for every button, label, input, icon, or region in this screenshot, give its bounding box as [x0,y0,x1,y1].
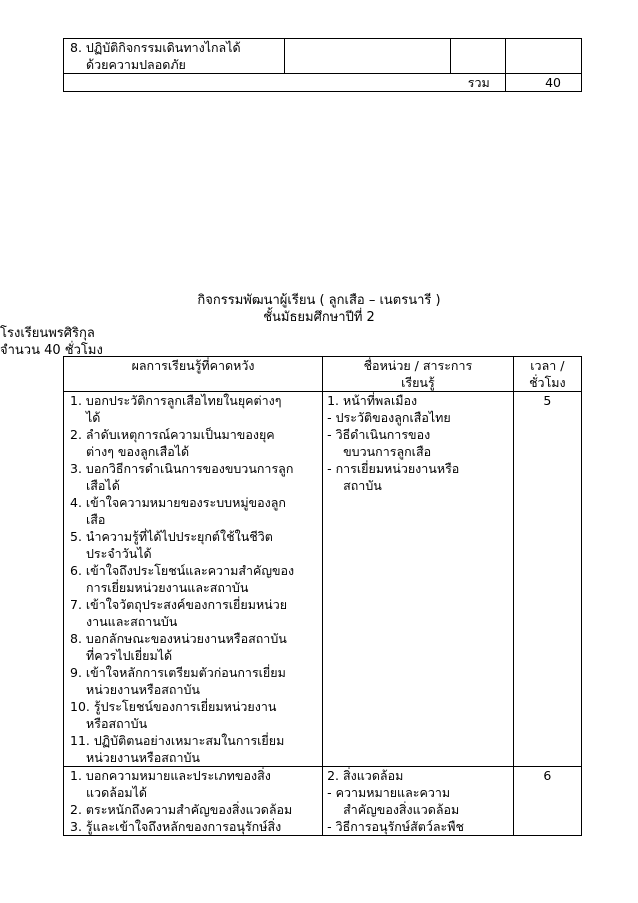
section-title: กิจกรรมพัฒนาผู้เรียน ( ลูกเสือ – เนตรนารี ) [197,293,441,308]
header-units-line2: เรียนรู้ [401,375,435,390]
outcome-item [70,664,318,698]
outcome-text: เสือ [86,512,106,527]
header-units-line1: ชื่อหน่วย / สาระการ [363,358,473,373]
unit-text: ขบวนการลูกเสือ [343,444,432,459]
hours-cell: 5 [513,392,581,767]
unit-text: - ความหมายและความ [327,785,451,800]
outcome-item [70,698,318,732]
outcome-item [70,801,318,818]
outcome-text: ประจำวันได้ [86,546,152,561]
unit-item [327,818,509,835]
outcome-item [70,630,318,664]
outcome-item [70,426,318,460]
outcome-text: 6. เข้าใจถึงประโยชน์และความสำคัญของ [70,563,295,578]
outcome-text: การเยี่ยมหน่วยงานและสถาบัน [86,580,249,595]
unit-item [327,767,509,784]
outcomes-cell [64,767,323,836]
table-row [64,39,582,74]
unit-item [327,426,509,460]
section-subtitle: ชั้นมัธยมศึกษาปีที่ 2 [263,310,375,325]
outcome-text: หรือสถาบัน [86,716,148,731]
outcome-text: เสือได้ [86,478,120,493]
outcome-item [70,596,318,630]
outcome-item [70,494,318,528]
outcome-item [70,562,318,596]
outcome-cell [64,39,285,74]
unit-text: สถาบัน [343,478,382,493]
total-value: 40 [505,74,581,92]
unit-item [327,784,509,818]
outcome-text: แวดล้อมได้ [86,785,148,800]
outcome-line: ด้วยความปลอดภัย [86,57,186,72]
outcome-text: ได้ [86,410,101,425]
header-hours-line2: ชั่วโมง [529,375,566,390]
outcome-text: ที่ควรไปเยี่ยมได้ [86,648,173,663]
total-label: รวม [64,74,506,92]
header-units [323,357,514,392]
unit-item [327,460,509,494]
outcome-text: 9. เข้าใจหลักการเตรียมตัวก่อนการเยี่ยม [70,665,286,680]
header-hours [513,357,581,392]
outcome-item [70,767,318,801]
outcome-text: ต่างๆ ของลูกเสือได้ [86,444,190,459]
units-cell [323,392,514,767]
outcome-item [70,818,318,835]
outcome-item [70,732,318,766]
outcome-text: 1. บอกประวัติการลูกเสือไทยในยุคต่างๆ [70,393,282,408]
outcome-text: 2. ตระหนักถึงความสำคัญของสิ่งแวดล้อม [70,802,293,817]
header-hours-line1: เวลา / [530,358,565,373]
outcome-text: 8. บอกลักษณะของหน่วยงานหรือสถาบัน [70,631,287,646]
outcome-item [70,392,318,426]
outcome-text: 7. เข้าใจวัตถุประสงค์ของการเยี่ยมหน่วย [70,597,288,612]
continued-table [63,38,582,92]
outcome-text: 2. ลำดับเหตุการณ์ความเป็นมาของยุค [70,427,275,442]
unit-text: 2. สิ่งแวดล้อม [327,768,404,783]
outcome-text: 11. ปฏิบัติตนอย่างเหมาะสมในการเยี่ยม [70,733,285,748]
unit-text: 1. หน้าที่พลเมือง [327,393,418,408]
table-row [64,767,582,836]
header-outcomes: ผลการเรียนรู้ที่คาดหวัง [64,357,323,392]
outcome-text: 3. รู้และเข้าใจถึงหลักของการอนุรักษ์สิ่ง [70,819,282,834]
curriculum-table [63,356,582,836]
unit-text: สำคัญของสิ่งแวดล้อม [343,802,460,817]
outcome-text: 1. บอกความหมายและประเภทของสิ่ง [70,768,271,783]
unit-text: - วิธีการอนุรักษ์สัตว์ละพืช [327,819,464,834]
outcome-text: หน่วยงานหรือสถาบัน [86,750,200,765]
hours-total: จำนวน 40 ชั่วโมง [0,343,103,358]
outcome-text: งานและสถานบัน [86,614,178,629]
outcome-text: 3. บอกวิธีการดำเนินการของขบวนการลูก [70,461,294,476]
outcomes-cell [64,392,323,767]
outcome-text: หน่วยงานหรือสถาบัน [86,682,200,697]
header-row [64,357,582,392]
outcome-text: 10. รู้ประโยชน์ของการเยี่ยมหน่วยงาน [70,699,277,714]
unit-text: - ประวัติของลูกเสือไทย [327,410,451,425]
unit-item [327,392,509,409]
unit-item [327,409,509,426]
outcome-item [70,460,318,494]
hours-cell: 6 [513,767,581,836]
hours-cell [505,39,581,74]
unit-text: - วิธีดำเนินการของ [327,427,431,442]
school-name: โรงเรียนพรศิริกุล [0,326,95,341]
unit-text: - การเยี่ยมหน่วยงานหรือ [327,461,460,476]
outcome-item [70,528,318,562]
outcome-text: 4. เข้าใจความหมายของระบบหมู่ของลูก [70,495,286,510]
outcome-line: 8. ปฏิบัติกิจกรรมเดินทางไกลได้ [70,40,241,55]
units-cell [323,767,514,836]
empty-cell [450,39,505,74]
unit-cell [284,39,450,74]
total-row [64,74,582,92]
table-row [64,392,582,767]
outcome-text: 5. นำความรู้ที่ได้ไปประยุกต์ใช้ในชีวิต [70,529,273,544]
